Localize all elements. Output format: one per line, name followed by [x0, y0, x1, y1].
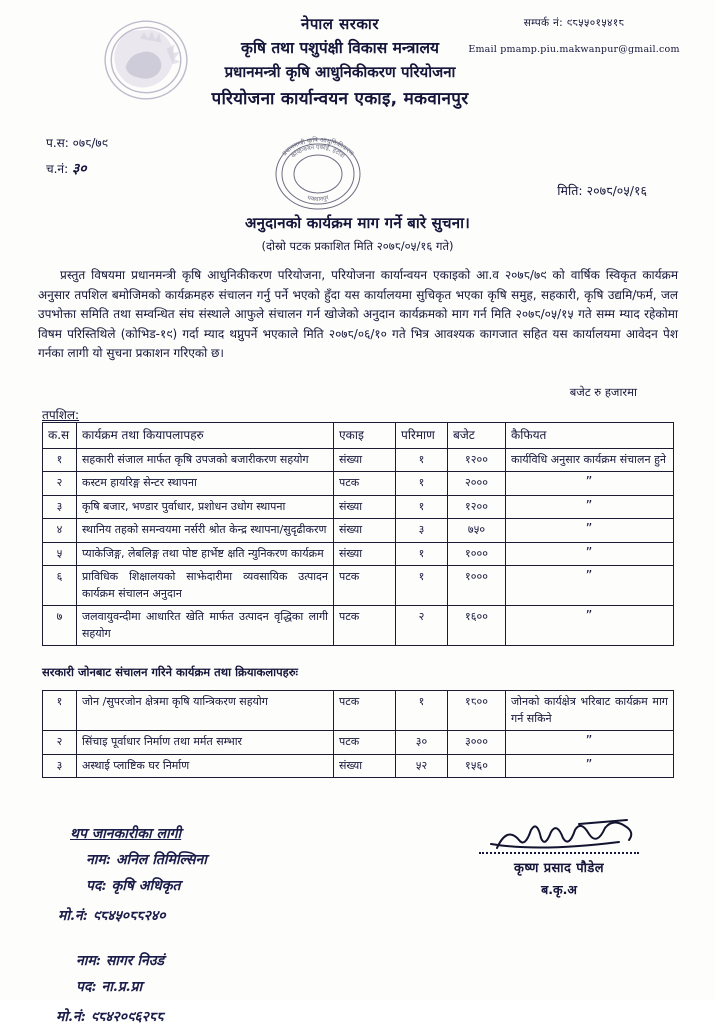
body-text: प्रस्तुत विषयमा प्रधानमन्त्री कृषि आधुनिकीकरण परियोजना, परियोजना कार्यान्वयन एकाइको आ.व २०७८/७९ को वार्षिक स्विकृत कार्यक्रम अनुसार तपशिल बमोजिमको कार्यक्रमहरु संचालन गर्नु पर्ने भएको हुँदा यस कार्यालयमा सुचिकृत भएका कृषि समुह, सहकारी, कृषि उद्यमि/फर्म, जल उपभोक्ता समिति तथा सम्वन्धित संघ संस्थाले आफुले संचालन गर्न खोजेको अनुदान कार्यक्रमको माग गर्न मिति २०७८/०५/१५ गते सम्म म्याद रहेकोमा विषम परिस्तिथिले (कोभिड-१९) गर्दा म्याद थप्नुपर्ने भएकाले मिति २०७८/०६/१० गते भित्र आवश्यक कागजात सहित यस कार्यालयमा आवेदन पेश गर्नका लागी यो सुचना प्रकाशन गरिएको छ। [38, 268, 678, 361]
cell-remark: ” [506, 495, 674, 519]
cell-activity: कृषि बजार, भण्डार पुर्वाधार, प्रशोधन उधोग स्थापना [77, 495, 334, 519]
dispatch-number-value: ३० [71, 161, 87, 177]
file-number-label: प.स: [46, 136, 69, 150]
cell-sn: ४ [43, 519, 77, 543]
cell-quantity: ५२ [396, 754, 448, 778]
handwritten-contact-block [52, 824, 207, 1026]
cell-remark: ” [506, 472, 674, 496]
cell-budget: १००० [448, 542, 506, 566]
handwritten-contact-2 [52, 951, 207, 1026]
signatory-post: ब.कृ.अ [541, 882, 577, 897]
contact2-phone-label: मो.नं: [56, 1009, 86, 1025]
table-row [43, 566, 674, 606]
header-quantity: परिमाण [396, 423, 448, 449]
cell-activity: सहकारी संजाल मार्फत कृषि उपजको बजारीकरण सहयोग [77, 448, 334, 472]
cell-unit: संख्या [334, 542, 396, 566]
cell-quantity: १ [396, 495, 448, 519]
cell-budget: १५६० [448, 754, 506, 778]
dispatch-number-row [46, 156, 108, 182]
date-value: २०७८/०५/१६ [586, 183, 647, 198]
cell-remark: ” [506, 731, 674, 755]
table-row [43, 519, 674, 543]
cell-quantity: १ [396, 566, 448, 606]
schedule-table [42, 422, 674, 646]
body-paragraph [38, 266, 678, 364]
cell-unit: पटक [334, 691, 396, 731]
table-header-row [43, 423, 674, 449]
svg-text:कार्यान्वयन एकाँई, हेटौंडा: कार्यान्वयन एकाँई, हेटौंडा [290, 143, 346, 160]
cell-activity: कस्टम हायरिङ्ग सेन्टर स्थापना [77, 472, 334, 496]
budget-unit-note: बजेट रु हजारमा [569, 385, 637, 399]
header-budget: बजेट [448, 423, 506, 449]
contact1-name-row [86, 850, 207, 869]
cell-remark: कार्यविधि अनुसार कार्यक्रम संचालन हुने [506, 448, 674, 472]
table-row [43, 495, 674, 519]
contact2-post-label: पद: [76, 979, 97, 995]
table-row [43, 542, 674, 566]
schedule-label: तपशिल: [42, 408, 80, 422]
cell-quantity: १ [396, 472, 448, 496]
cell-remark: ” [506, 754, 674, 778]
cell-remark: ” [506, 519, 674, 543]
cell-activity: स्थानिय तहको समन्वयमा नर्सरी श्रोत केन्द्र स्थापना/सुदृढीकरण [77, 519, 334, 543]
cell-remark: ” [506, 606, 674, 646]
cell-budget: १२०० [448, 448, 506, 472]
contact1-phone-row [58, 906, 207, 925]
cell-activity: जोन /सुपरजोन क्षेत्रमा कृषि यान्त्रिकरण सहयोग [77, 691, 334, 731]
cell-quantity: ३० [396, 731, 448, 755]
contact1-post-label: पद: [86, 878, 107, 894]
cell-activity: प्राविधिक शिक्षालयको साझेदारीमा व्यवसायिक उत्पादन कार्यक्रम संचालन अनुदान [77, 566, 334, 606]
table-row [43, 472, 674, 496]
org-line-3: प्रधानमन्त्री कृषि आधुनिकीकरण परियोजना [224, 63, 456, 81]
office-round-seal-icon [265, 130, 371, 212]
contact1-post-value: कृषि अधिकृत [111, 878, 181, 894]
cell-unit: संख्या [334, 519, 396, 543]
dispatch-number-label: च.नं: [46, 162, 69, 176]
authorized-signature-block [459, 818, 659, 898]
cell-quantity: ३ [396, 519, 448, 543]
contact1-post-row [86, 876, 207, 895]
cell-unit: पटक [334, 566, 396, 606]
cell-activity: अस्थाई प्लाष्टिक घर निर्माण [77, 754, 334, 778]
header-sn: क.स [43, 423, 77, 449]
date-label: मिति: [557, 183, 583, 198]
contact-email: Email pmamp.piu.makwanpur@gmail.com [468, 44, 680, 55]
government-zone-table [42, 690, 674, 778]
cell-unit: पटक [334, 606, 396, 646]
title-block [0, 213, 715, 254]
contact-info [449, 16, 699, 55]
signatory-name: कृष्ण प्रसाद पौडेल [514, 861, 604, 876]
cell-budget: १२०० [448, 495, 506, 519]
cell-budget: १६०० [448, 606, 506, 646]
table-row [43, 754, 674, 778]
cell-budget: ७५० [448, 519, 506, 543]
org-line-2: कृषि तथा पशुपंक्षी विकास मन्त्रालय [241, 39, 439, 57]
contact1-name-value: अनिल तिमिल्सिना [115, 852, 207, 868]
cell-sn: ३ [43, 754, 77, 778]
cell-budget: १८०० [448, 691, 506, 731]
cell-quantity: २ [396, 606, 448, 646]
contact1-name-label: नाम: [86, 852, 111, 868]
cell-sn: ६ [43, 566, 77, 606]
contact2-post-row [76, 977, 207, 996]
contact-phone: सम्पर्क नं: ९८५५०१५४१८ [523, 17, 625, 29]
reference-numbers [46, 130, 108, 182]
cell-sn: २ [43, 731, 77, 755]
cell-activity: सिंचाइ पूर्वाधार निर्माण तथा मर्मत सम्भार [77, 731, 334, 755]
contact1-phone-label: मो.नं: [58, 908, 88, 924]
file-number-value: ०७८/७९ [72, 136, 108, 150]
cell-sn: ३ [43, 495, 77, 519]
cell-budget: २००० [448, 472, 506, 496]
handwritten-contact-1 [52, 850, 207, 925]
signature-line [479, 852, 639, 854]
document-date [557, 182, 647, 199]
cell-unit: संख्या [334, 448, 396, 472]
document-header [0, 0, 715, 125]
cell-unit: संख्या [334, 495, 396, 519]
svg-text:प्रधानमन्त्री कृषि आधुनिकीकरण: प्रधानमन्त्री कृषि आधुनिकीकरण [280, 135, 356, 158]
page-title: अनुदानको कार्यक्रम माग गर्ने बारे सुचना। [244, 214, 471, 232]
header-remark: कैफियत [506, 423, 674, 449]
cell-quantity: १ [396, 691, 448, 731]
org-line-4: परियोजना कार्यान्वयन एकाइ, मकवानपुर [211, 89, 469, 109]
cell-activity: जलवायुवन्दीमा आधारित खेति मार्फत उत्पादन वृद्धिका लागी सहयोग [77, 606, 334, 646]
file-number-row [46, 130, 108, 156]
section-2-label: सरकारी जोनबाट संचालन गरिने कार्यक्रम तथा क्रियाकलापहरुः [42, 665, 298, 679]
table-row [43, 731, 674, 755]
table-row [43, 448, 674, 472]
cell-remark: जोनको कार्यक्षेत्र भरिबाट कार्यक्रम माग गर्न सकिने [506, 691, 674, 731]
org-line-1: नेपाल सरकार [301, 15, 379, 33]
cell-activity: प्याकेजिङ्ग, लेबलिङ्ग तथा पोष्ट हार्भेष्ट क्षति न्युनिकरण कार्यक्रम [77, 542, 334, 566]
contact2-phone-row [56, 1007, 207, 1026]
cell-sn: १ [43, 448, 77, 472]
handwritten-heading: थप जानकारीका लागी [70, 826, 182, 842]
cell-sn: २ [43, 472, 77, 496]
cell-remark: ” [506, 542, 674, 566]
contact1-phone-value: ९८४५०८८२४० [92, 908, 166, 924]
contact2-post-value: ना.प्र.प्रा [101, 979, 143, 995]
cell-unit: पटक [334, 731, 396, 755]
cell-remark: ” [506, 566, 674, 606]
header-activity: कार्यक्रम तथा कियापलापहरु [77, 423, 334, 449]
svg-text:मकवानपुर: मकवानपुर [306, 194, 330, 204]
cell-sn: ५ [43, 542, 77, 566]
page-subtitle: (दोस्रो पटक प्रकाशित मिति २०७८/०५/१६ गते) [261, 239, 454, 253]
handwritten-signature-icon [469, 818, 669, 852]
contact2-phone-value: ९८४२०९६२८८ [90, 1009, 164, 1025]
cell-unit: पटक [334, 472, 396, 496]
header-unit: एकाइ [334, 423, 396, 449]
cell-budget: १००० [448, 566, 506, 606]
contact2-name-value: सागर निउडं [105, 953, 164, 969]
cell-quantity: १ [396, 542, 448, 566]
table-row [43, 691, 674, 731]
cell-sn: १ [43, 691, 77, 731]
contact2-name-row [76, 951, 207, 970]
cell-unit: संख्या [334, 754, 396, 778]
table-row [43, 606, 674, 646]
contact2-name-label: नाम: [76, 953, 101, 969]
cell-quantity: १ [396, 448, 448, 472]
cell-sn: ७ [43, 606, 77, 646]
cell-budget: ३००० [448, 731, 506, 755]
